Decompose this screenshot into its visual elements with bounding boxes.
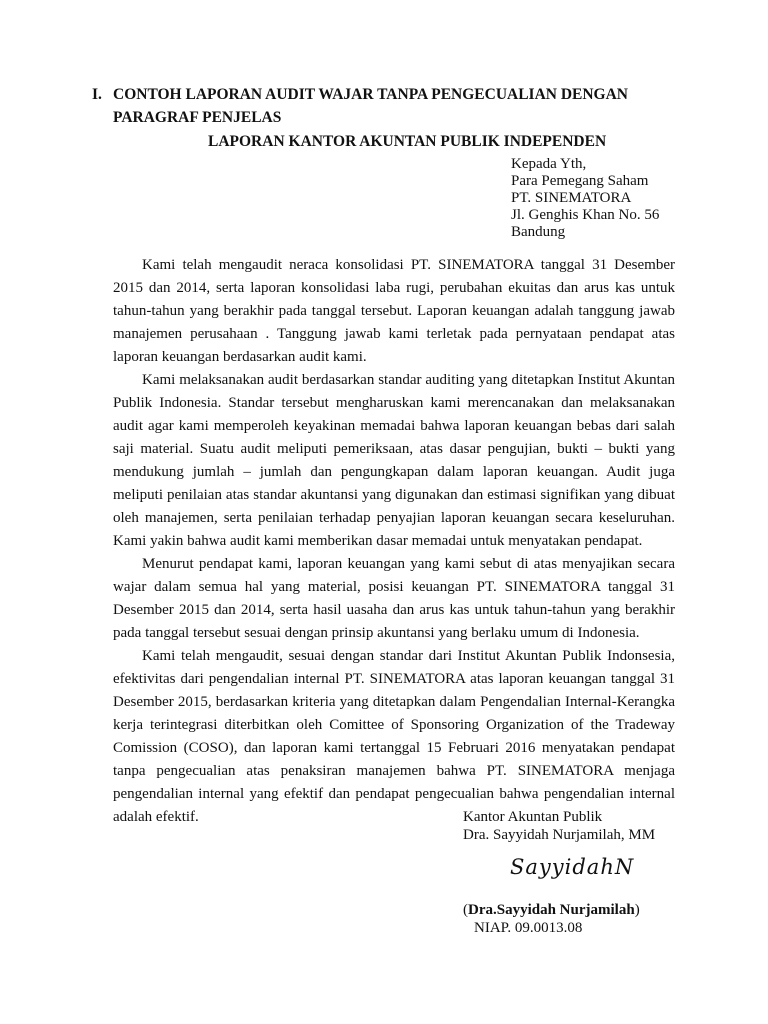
report-title: LAPORAN KANTOR AKUNTAN PUBLIK INDEPENDEN bbox=[208, 133, 607, 150]
recipient-address bbox=[511, 156, 659, 241]
partner-name: Dra. Sayyidah Nurjamilah, MM bbox=[463, 827, 656, 843]
signer-line bbox=[463, 902, 640, 919]
handwritten-signature: SayyidahN bbox=[510, 855, 635, 879]
address-line: Para Pemegang Saham bbox=[511, 173, 649, 189]
address-line: Bandung bbox=[511, 224, 566, 240]
signer-name: Dra.Sayyidah Nurjamilah bbox=[468, 902, 635, 918]
paragraph-scope: Kami telah mengaudit neraca konsolidasi PT. SINEMATORA tanggal 31 Desember 2015 dan 2014, serta laporan konsolidasi laba rugi, perubahan ekuitas dan arus kas untuk tahun-tahun yang berakhir pada tanggal tersebut. Laporan keuangan adalah tanggung jawab manajemen perusahaan . Tanggung jawab kami terletak pada pernyataan pendapat atas laporan keuangan berdasarkan audit kami. bbox=[113, 257, 675, 365]
paragraph-opinion: Menurut pendapat kami, laporan keuangan yang kami sebut di atas menyajikan secara wajar dalam semua hal yang material, posisi keuangan PT. SINEMATORA tanggal 31 Desember 2015 dan 2014, serta hasil uasaha dan arus kas untuk tahun-tahun yang berakhir pada tanggal tersebut sesuai dengan prinsip akuntansi yang berlaku umum di Indonesia. bbox=[113, 556, 675, 641]
paragraph-basis: Kami melaksanakan audit berdasarkan standar auditing yang ditetapkan Institut Akuntan Publik Indonesia. Standar tersebut mengharuskan kami merencanakan dan melaksanakan audit agar kami memperoleh keyakinan memadai bahwa laporan keuangan bebas dari salah saji material. Suatu audit meliputi pemeriksaan, atas dasar pengujian, bukti – bukti yang mendukung jumlah – jumlah dan pengungkapan dalam laporan keuangan. Audit juga meliputi penilaian atas standar akuntansi yang digunakan dan estimasi signifikan yang dibuat oleh manajemen, serta penilaian terhadap penyajian laporan keuangan secara keseluruhan. Kami yakin bahwa audit kami memberikan dasar memadai untuk menyatakan pendapat. bbox=[113, 372, 675, 549]
signer-paren-close: ) bbox=[634, 902, 640, 918]
section-number: I. bbox=[92, 86, 102, 103]
niap-number: NIAP. 09.0013.08 bbox=[474, 920, 583, 936]
address-line: PT. SINEMATORA bbox=[511, 190, 632, 206]
paragraph-internal-control: Kami telah mengaudit, sesuai dengan standar dari Institut Akuntan Publik Indonsesia, efektivitas dari pengendalian internal PT. SINEMATORA atas laporan keuangan tanggal 31 Desember 2015, berdasarkan kriteria yang ditetapkan dalam Pengendalian Internal-Kerangka kerja terintegrasi diterbitkan oleh Comittee of Sponsoring Organization of the Tradeway Comission (COSO), dan laporan kami tertanggal 15 Februari 2016 menyatakan pendapat tanpa pengecualian atas penaksiran manajemen bahwa PT. SINEMATORA menjaga pengendalian internal yang efektif dan pendapat pengecualian bahwa pengendalian internal adalah efektif. bbox=[113, 648, 675, 825]
section-heading-line-1: CONTOH LAPORAN AUDIT WAJAR TANPA PENGECUALIAN DENGAN bbox=[113, 86, 629, 103]
signer-paren-open: ( bbox=[463, 902, 468, 918]
firm-name: Kantor Akuntan Publik bbox=[463, 809, 603, 825]
section-heading-line-2: PARAGRAF PENJELAS bbox=[113, 109, 282, 126]
signoff-block bbox=[463, 808, 655, 844]
address-line: Jl. Genghis Khan No. 56 bbox=[511, 207, 660, 223]
report-body bbox=[113, 254, 675, 829]
address-line: Kepada Yth, bbox=[511, 156, 587, 172]
